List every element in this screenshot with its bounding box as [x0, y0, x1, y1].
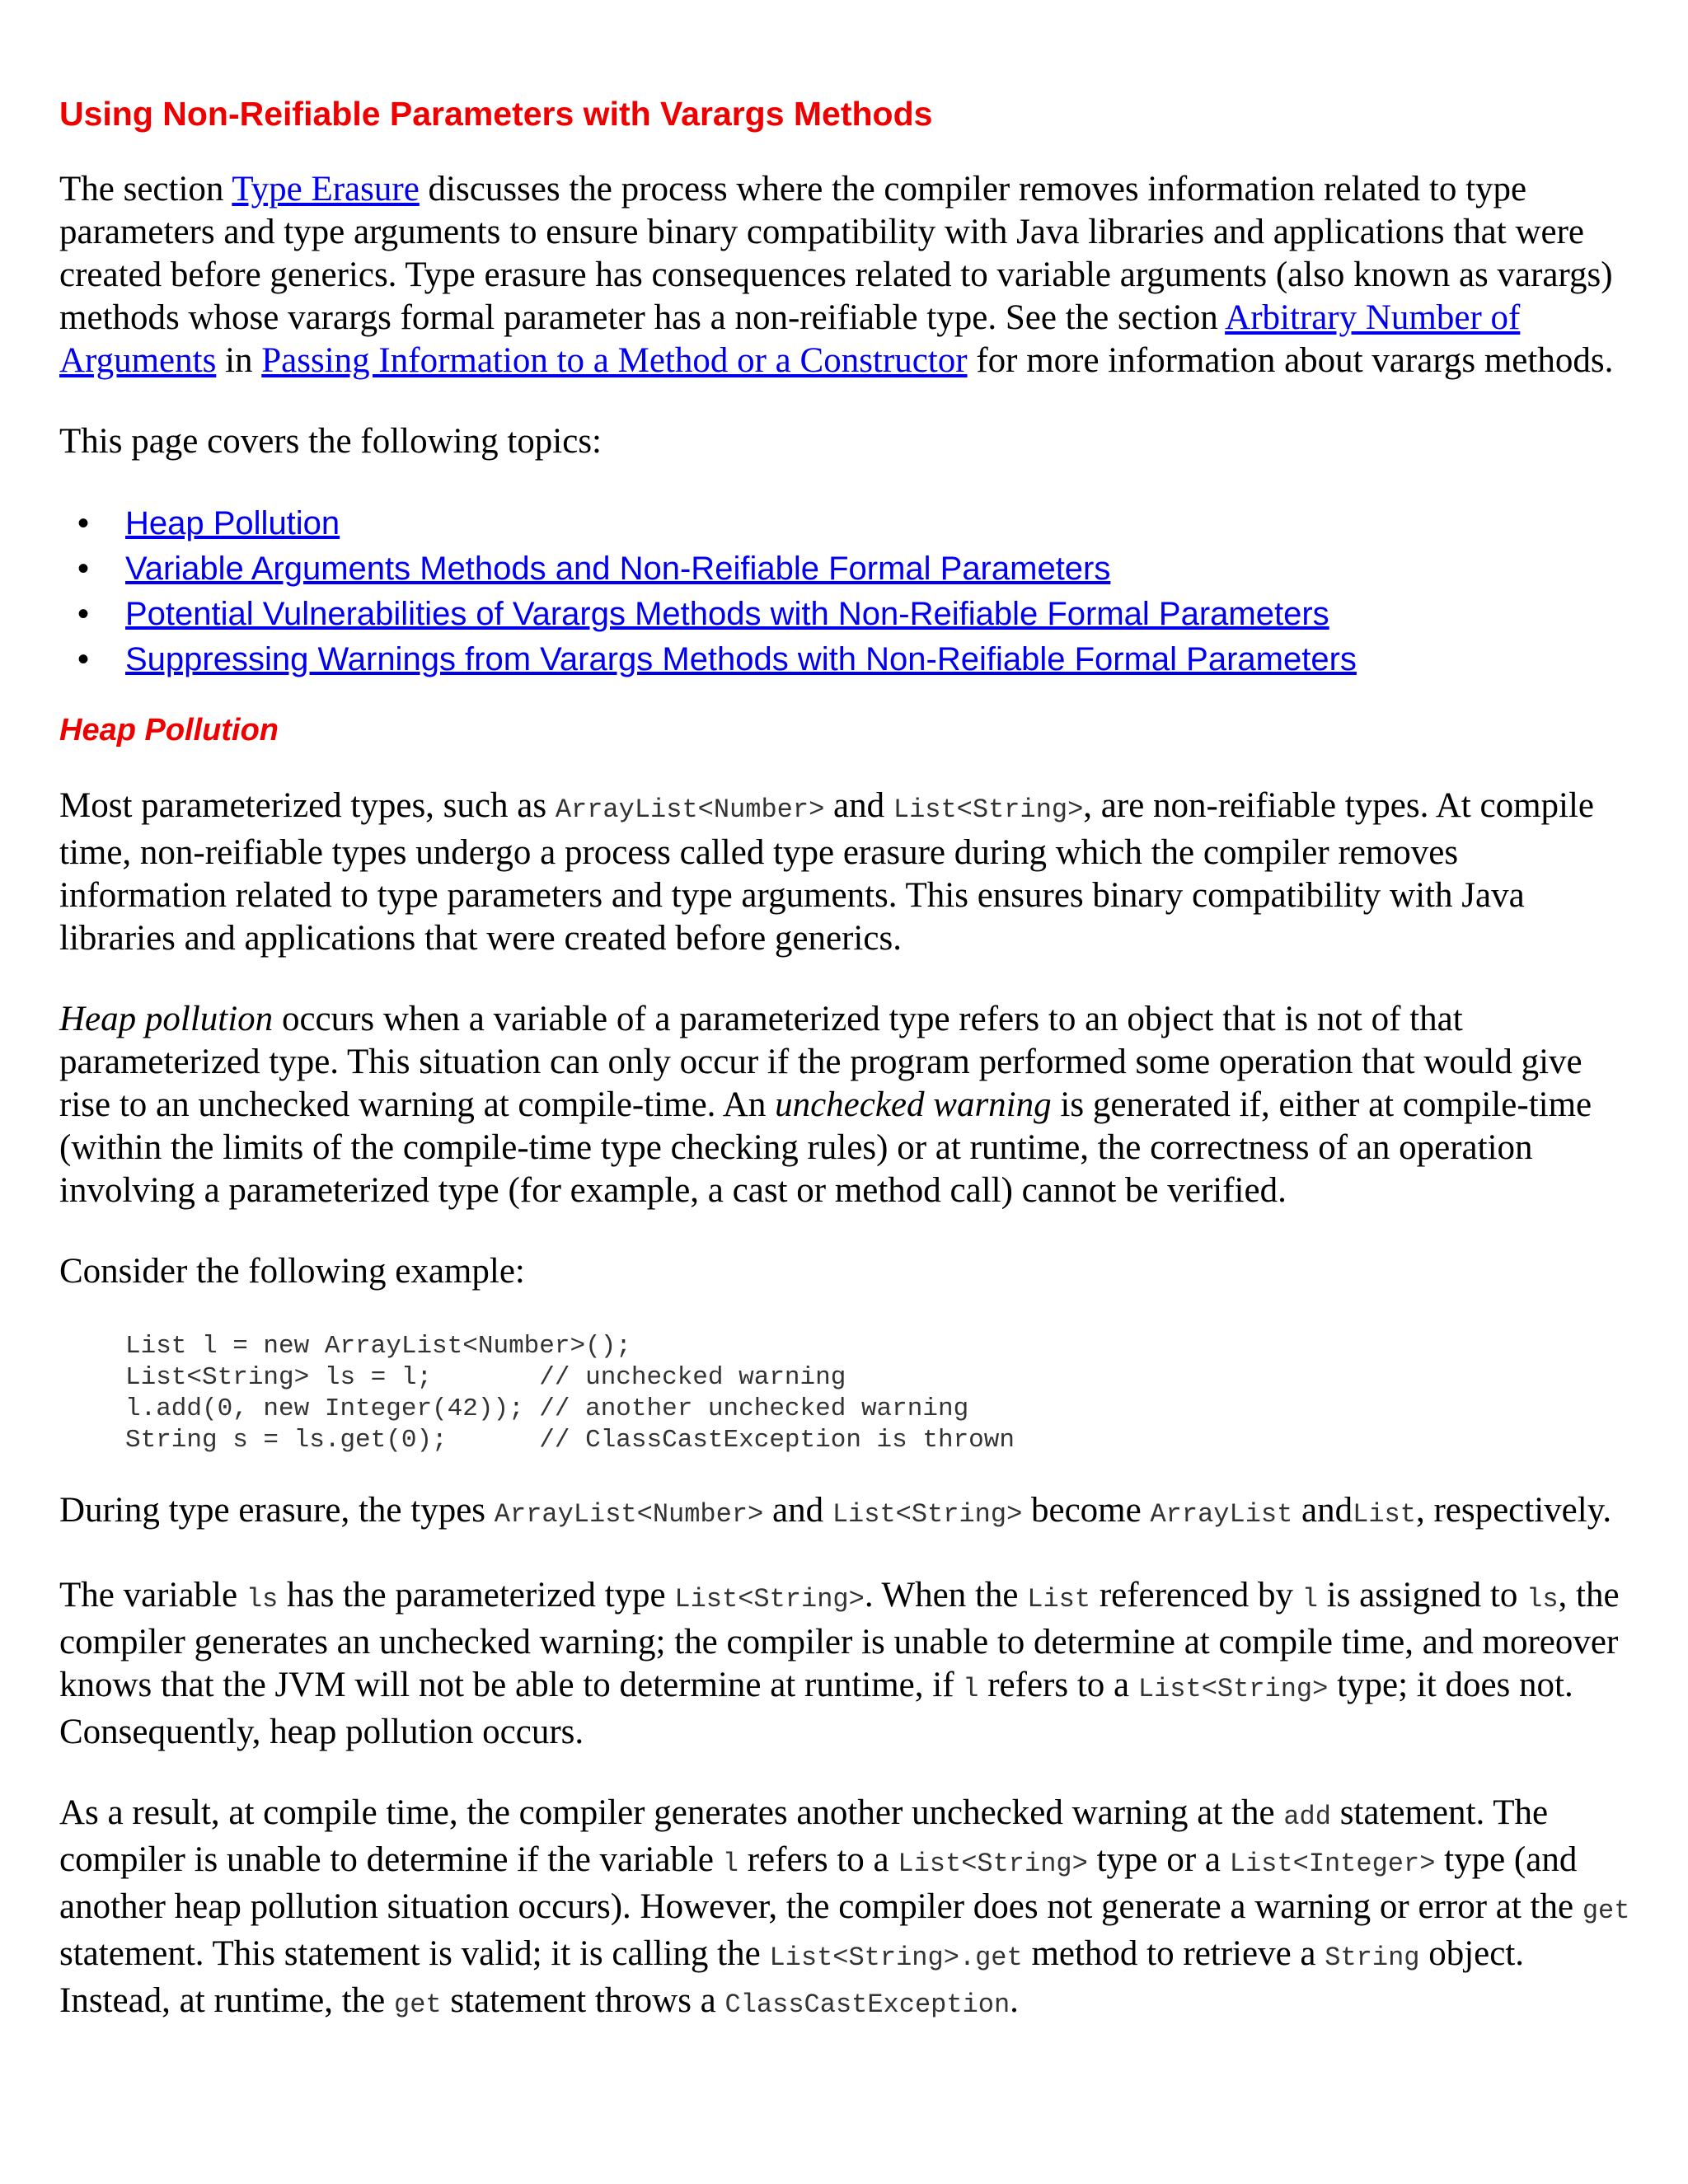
text: has the parameterized type — [278, 1576, 675, 1615]
text: is assigned to — [1317, 1576, 1527, 1615]
emphasis: Heap pollution — [59, 1000, 274, 1038]
list-item — [77, 637, 1630, 682]
text: , the compiler generates an unchecked warning; the compiler is unable to determine at compile time, and moreover knows that the JVM will not be able to determine at runtime, if — [59, 1576, 1620, 1704]
paragraph-variable-ls — [59, 1574, 1630, 1754]
text: statement throws a — [441, 1981, 725, 2020]
code-inline: String — [1325, 1943, 1420, 1973]
code-inline: ArrayList<Number> — [494, 1499, 764, 1530]
passing-information-link[interactable]: Passing Information to a Method or a Constructor — [261, 341, 968, 380]
intro-text: in — [216, 341, 262, 380]
paragraph-heap-pollution-definition — [59, 998, 1630, 1212]
topic-link-heap-pollution[interactable]: Heap Pollution — [125, 505, 340, 541]
arbitrary-number-of-arguments-link[interactable]: Arbitrary Number of Arguments — [59, 298, 1521, 380]
topics-intro: This page covers the following topics: — [59, 422, 602, 461]
bullet: • — [77, 551, 90, 587]
code-inline: List — [1353, 1499, 1416, 1530]
emphasis: unchecked warning — [775, 1085, 1052, 1124]
type-erasure-link[interactable]: Type Erasure — [232, 170, 420, 209]
intro-paragraph — [59, 168, 1630, 382]
section-heading-heap-pollution: Heap Pollution — [59, 713, 279, 748]
code-inline: ls — [246, 1584, 279, 1615]
text: object. Instead, at runtime, the — [59, 1934, 1525, 2020]
code-line: List<String> ls = l; // unchecked warning — [125, 1363, 846, 1392]
text: is generated if, either at compile-time (within the limits of the compile-time type checking rules) or at runtime, the correctness of an operation involving a parameterized type (for example, a cast or method call) cannot be verified. — [59, 1085, 1592, 1210]
code-line: List l = new ArrayList<Number>(); — [125, 1332, 631, 1361]
code-inline: List<String>.get — [769, 1943, 1023, 1973]
code-inline: List<String> — [1137, 1674, 1329, 1704]
code-inline: List<String> — [898, 1849, 1088, 1879]
text: . — [1010, 1981, 1019, 2020]
text: occurs when a variable of a parameterized type refers to an object that is not of that parameterized type. This situation can only occur if the program performed some operation that would give rise to an unchecked warning at compile-time. An — [59, 1000, 1582, 1124]
text: and — [1292, 1491, 1353, 1530]
text: and — [763, 1491, 832, 1530]
list-item — [77, 546, 1630, 592]
code-inline: l — [963, 1674, 979, 1704]
intro-text: discusses the process where the compiler removes information related to type parameters and type arguments to ensure binary compatibility with Java libraries and applications that were created before generics. Type erasure has consequences related to variable arguments (also known as varargs) methods whose varargs formal parameter has a non-reifiable type. See the section — [59, 170, 1613, 337]
text: . When the — [864, 1576, 1028, 1615]
code-line: l.add(0, new Integer(42)); // another unchecked warning — [125, 1394, 969, 1423]
paragraph-compile-time-result — [59, 1792, 1630, 2027]
code-inline: List — [1027, 1584, 1091, 1615]
code-inline: List<Integer> — [1229, 1849, 1436, 1879]
text: referenced by — [1090, 1576, 1302, 1615]
code-inline: ClassCastException — [724, 1990, 1010, 2020]
code-inline: ArrayList<Number> — [555, 794, 825, 825]
paragraph-consider-example: Consider the following example: — [59, 1252, 525, 1291]
text: refers to a — [738, 1840, 898, 1879]
list-item — [77, 592, 1630, 637]
topic-link-suppressing-warnings[interactable]: Suppressing Warnings from Varargs Methods with Non-Reifiable Formal Parameters — [125, 641, 1357, 677]
text: type or a — [1087, 1840, 1230, 1879]
text: statement. The compiler is unable to determine if the variable — [59, 1793, 1549, 1879]
code-inline: l — [722, 1849, 738, 1879]
bullet: • — [77, 596, 90, 632]
code-inline: get — [1582, 1896, 1630, 1926]
text: refers to a — [978, 1666, 1138, 1704]
list-item — [77, 501, 1630, 546]
topics-list — [59, 501, 1630, 682]
intro-text: for more information about varargs methods. — [967, 341, 1614, 380]
page-title: Using Non-Reifiable Parameters with Varargs Methods — [59, 95, 933, 133]
bullet: • — [77, 505, 90, 541]
code-inline: l — [1301, 1584, 1318, 1615]
code-inline: add — [1283, 1802, 1331, 1832]
text: method to retrieve a — [1022, 1934, 1325, 1973]
code-inline: List<String> — [674, 1584, 865, 1615]
topic-link-varargs-methods[interactable]: Variable Arguments Methods and Non-Reifiable Formal Parameters — [125, 551, 1111, 587]
paragraph-type-erasure-result — [59, 1489, 1630, 1536]
topic-link-potential-vulnerabilities[interactable]: Potential Vulnerabilities of Varargs Methods with Non-Reifiable Formal Parameters — [125, 596, 1329, 632]
code-line: String s = ls.get(0); // ClassCastException is thrown — [125, 1426, 1015, 1455]
text: The variable — [59, 1576, 246, 1615]
intro-text: The section — [59, 170, 232, 209]
bullet: • — [77, 641, 90, 677]
code-inline: get — [393, 1990, 442, 2020]
text: and — [824, 786, 893, 825]
code-example — [125, 1331, 1630, 1456]
text: During type erasure, the types — [59, 1491, 495, 1530]
text: type; it does not. Consequently, heap pollution occurs. — [59, 1666, 1573, 1751]
code-inline: List<String> — [832, 1499, 1023, 1530]
code-inline: ls — [1526, 1584, 1559, 1615]
text: statement. This statement is valid; it is calling the — [59, 1934, 770, 1973]
paragraph-parameterized-types — [59, 785, 1630, 960]
text: , are non-reifiable types. At compile time, non-reifiable types undergo a process called type erasure during which the compiler removes information related to type parameters and type arguments. This ensures binary compatibility with Java libraries and applications that were created before generics. — [59, 786, 1594, 958]
code-inline: List<String> — [893, 794, 1084, 825]
code-inline: ArrayList — [1150, 1499, 1293, 1530]
text: As a result, at compile time, the compiler generates another unchecked warning at the — [59, 1793, 1284, 1832]
text: type (and another heap pollution situation occurs). However, the compiler does not generate a warning or error at the — [59, 1840, 1582, 1926]
text: Most parameterized types, such as — [59, 786, 556, 825]
text: become — [1022, 1491, 1151, 1530]
text: , respectively. — [1415, 1491, 1612, 1530]
